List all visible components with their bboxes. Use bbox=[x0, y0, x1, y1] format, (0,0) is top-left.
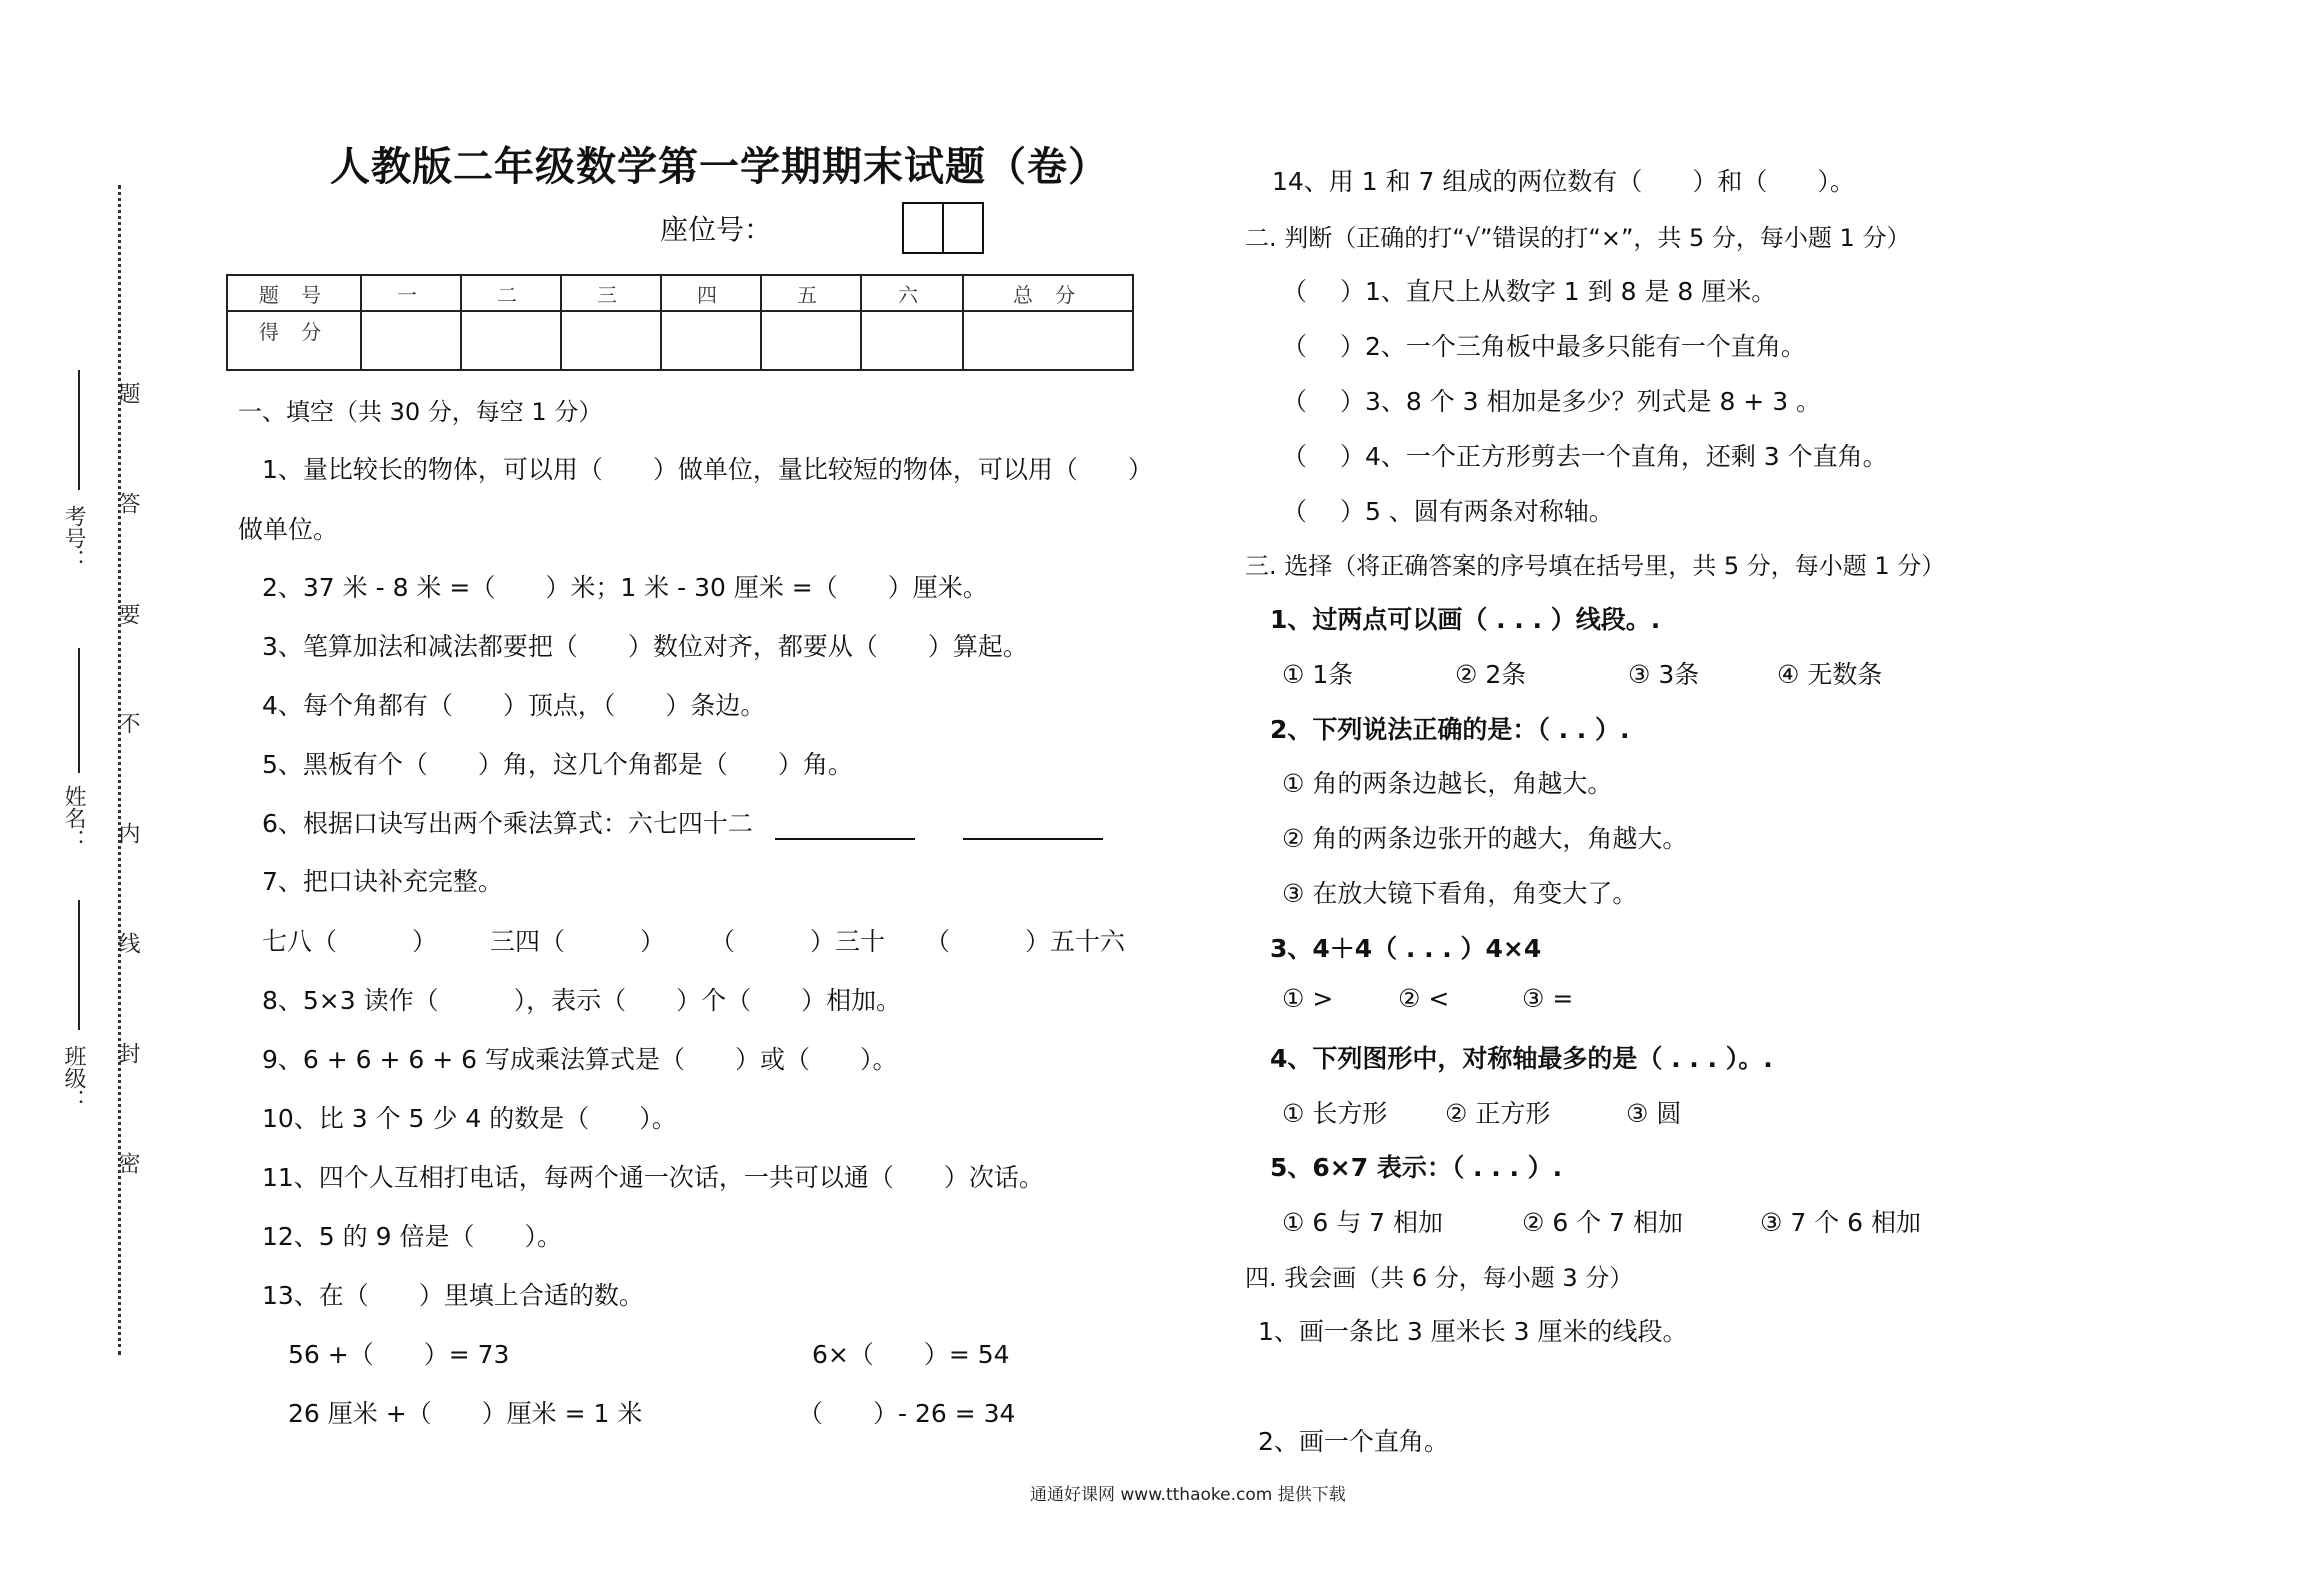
exam-number-label: 考号： bbox=[61, 505, 86, 571]
seat-box-2[interactable] bbox=[942, 202, 984, 254]
question-4: 4、每个角都有（ ）顶点，（ ）条边。 bbox=[262, 691, 766, 720]
c1-opt[interactable]: ④ 无数条 bbox=[1777, 660, 1883, 689]
score-cell[interactable] bbox=[361, 311, 461, 370]
question-7: 7、把口诀补充完整。 bbox=[262, 867, 503, 896]
score-header: 一 bbox=[361, 275, 461, 311]
draw-1: 1、画一条比 3 厘米长 3 厘米的线段。 bbox=[1258, 1317, 1688, 1346]
c5-opt[interactable]: ① 6 与 7 相加 bbox=[1282, 1208, 1444, 1237]
binding-dotted-line bbox=[118, 185, 121, 1355]
question-6 bbox=[262, 804, 1103, 840]
q7-item: （ ）五十六 bbox=[925, 927, 1126, 956]
name-label: 姓名： bbox=[61, 785, 86, 851]
question-1-cont: 做单位。 bbox=[238, 515, 339, 544]
q13-b: 6×（ ）= 54 bbox=[812, 1340, 1010, 1369]
c1-opt[interactable]: ① 1条 bbox=[1282, 660, 1354, 689]
c2-opt[interactable]: ① 角的两条边越长，角越大。 bbox=[1282, 769, 1613, 798]
score-header: 总 分 bbox=[963, 275, 1133, 311]
c3-opt[interactable]: ① > bbox=[1282, 984, 1334, 1013]
q13-d: （ ）- 26 = 34 bbox=[798, 1399, 1016, 1428]
question-12: 12、5 的 9 倍是（ ）。 bbox=[262, 1222, 562, 1251]
seat-box-1[interactable] bbox=[902, 202, 944, 254]
page-title: 人教版二年级数学第一学期期末试题（卷） bbox=[330, 144, 1109, 190]
name-line[interactable] bbox=[78, 648, 80, 773]
judge-1: （ ）1、直尺上从数字 1 到 8 是 8 厘米。 bbox=[1282, 277, 1777, 306]
c2-opt[interactable]: ② 角的两条边张开的越大，角越大。 bbox=[1282, 824, 1688, 853]
score-cell[interactable] bbox=[963, 311, 1133, 370]
score-header: 三 bbox=[561, 275, 661, 311]
judge-2: （ ）2、一个三角板中最多只能有一个直角。 bbox=[1282, 332, 1806, 361]
c4-opt[interactable]: ③ 圆 bbox=[1626, 1099, 1682, 1128]
question-2: 2、37 米 - 8 米 =（ ）米；1 米 - 30 厘米 =（ ）厘米。 bbox=[262, 573, 988, 602]
section-fill-blank: 一、填空（共 30 分，每空 1 分） bbox=[238, 398, 603, 426]
seal-char: 线 bbox=[115, 932, 140, 954]
c2-opt[interactable]: ③ 在放大镜下看角，角变大了。 bbox=[1282, 879, 1638, 908]
score-cell[interactable] bbox=[761, 311, 861, 370]
question-9: 9、6 + 6 + 6 + 6 写成乘法算式是（ ）或（ ）。 bbox=[262, 1045, 898, 1074]
class-label: 班级： bbox=[61, 1045, 86, 1111]
seal-char: 要 bbox=[115, 603, 140, 625]
question-6-text: 6、根据口诀写出两个乘法算式：六七四十二 bbox=[262, 809, 753, 838]
question-10: 10、比 3 个 5 少 4 的数是（ ）。 bbox=[262, 1104, 677, 1133]
question-11: 11、四个人互相打电话，每两个通一次话，一共可以通（ ）次话。 bbox=[262, 1163, 1044, 1192]
c1-opt[interactable]: ② 2条 bbox=[1455, 660, 1527, 689]
score-cell[interactable] bbox=[461, 311, 561, 370]
q7-item: 七八（ ） bbox=[262, 927, 438, 956]
c3-opt[interactable]: ③ = bbox=[1522, 984, 1574, 1013]
exam-number-line[interactable] bbox=[78, 370, 80, 490]
judge-3: （ ）3、8 个 3 相加是多少？列式是 8 + 3 。 bbox=[1282, 387, 1822, 416]
seal-char: 题 bbox=[115, 382, 140, 404]
choice-5: 5、6×7 表示：（ . . . ）. bbox=[1270, 1153, 1563, 1182]
score-cell[interactable] bbox=[561, 311, 661, 370]
c4-opt[interactable]: ② 正方形 bbox=[1445, 1099, 1551, 1128]
section-choice: 三. 选择（将正确答案的序号填在括号里，共 5 分，每小题 1 分） bbox=[1245, 552, 1946, 580]
score-row-label: 得 分 bbox=[227, 311, 361, 370]
choice-4: 4、下列图形中，对称轴最多的是（ . . . ）。. bbox=[1270, 1044, 1773, 1073]
answer-line[interactable] bbox=[963, 814, 1103, 840]
score-cell[interactable] bbox=[861, 311, 963, 370]
c4-opt[interactable]: ① 长方形 bbox=[1282, 1099, 1388, 1128]
c5-opt[interactable]: ③ 7 个 6 相加 bbox=[1760, 1208, 1922, 1237]
q13-c: 26 厘米 +（ ）厘米 = 1 米 bbox=[288, 1399, 643, 1428]
question-14: 14、用 1 和 7 组成的两位数有（ ）和（ ）。 bbox=[1272, 167, 1855, 196]
c5-opt[interactable]: ② 6 个 7 相加 bbox=[1522, 1208, 1684, 1237]
class-line[interactable] bbox=[78, 900, 80, 1030]
choice-3: 3、4＋4（ . . . ）4×4 bbox=[1270, 934, 1542, 963]
answer-line[interactable] bbox=[775, 814, 915, 840]
score-header: 二 bbox=[461, 275, 561, 311]
seal-char: 不 bbox=[115, 712, 140, 734]
footer-credit: 通通好课网 www.tthaoke.com 提供下载 bbox=[1030, 1485, 1346, 1505]
question-8: 8、5×3 读作（ ），表示（ ）个（ ）相加。 bbox=[262, 986, 902, 1015]
score-header: 六 bbox=[861, 275, 963, 311]
seal-char: 内 bbox=[115, 822, 140, 844]
section-draw: 四. 我会画（共 6 分，每小题 3 分） bbox=[1245, 1264, 1634, 1292]
score-header: 四 bbox=[661, 275, 761, 311]
judge-4: （ ）4、一个正方形剪去一个直角，还剩 3 个直角。 bbox=[1282, 442, 1888, 471]
judge-5: （ ）5 、圆有两条对称轴。 bbox=[1282, 497, 1614, 526]
draw-2: 2、画一个直角。 bbox=[1258, 1427, 1449, 1456]
score-cell[interactable] bbox=[661, 311, 761, 370]
score-table bbox=[226, 274, 1134, 371]
question-3: 3、笔算加法和减法都要把（ ）数位对齐，都要从（ ）算起。 bbox=[262, 632, 1028, 661]
question-1: 1、量比较长的物体，可以用（ ）做单位，量比较短的物体，可以用（ ） bbox=[262, 455, 1153, 484]
q7-item: （ ）三十 bbox=[710, 927, 886, 956]
choice-2: 2、下列说法正确的是：（ . . ）. bbox=[1270, 715, 1630, 744]
seal-char: 封 bbox=[115, 1042, 140, 1064]
c1-opt[interactable]: ③ 3条 bbox=[1628, 660, 1700, 689]
seat-label: 座位号： bbox=[660, 213, 773, 246]
c3-opt[interactable]: ② < bbox=[1398, 984, 1450, 1013]
seal-char: 答 bbox=[115, 492, 140, 514]
q7-item: 三四（ ） bbox=[490, 927, 666, 956]
question-5: 5、黑板有个（ ）角，这几个角都是（ ）角。 bbox=[262, 750, 853, 779]
score-header: 五 bbox=[761, 275, 861, 311]
q13-a: 56 +（ ）= 73 bbox=[288, 1340, 510, 1369]
section-judge: 二. 判断（正确的打“√”错误的打“×”，共 5 分，每小题 1 分） bbox=[1245, 224, 1911, 252]
choice-1: 1、过两点可以画（ . . . ）线段。. bbox=[1270, 605, 1661, 634]
seal-char: 密 bbox=[115, 1152, 140, 1174]
question-13: 13、在（ ）里填上合适的数。 bbox=[262, 1281, 644, 1310]
score-header: 题 号 bbox=[227, 275, 361, 311]
